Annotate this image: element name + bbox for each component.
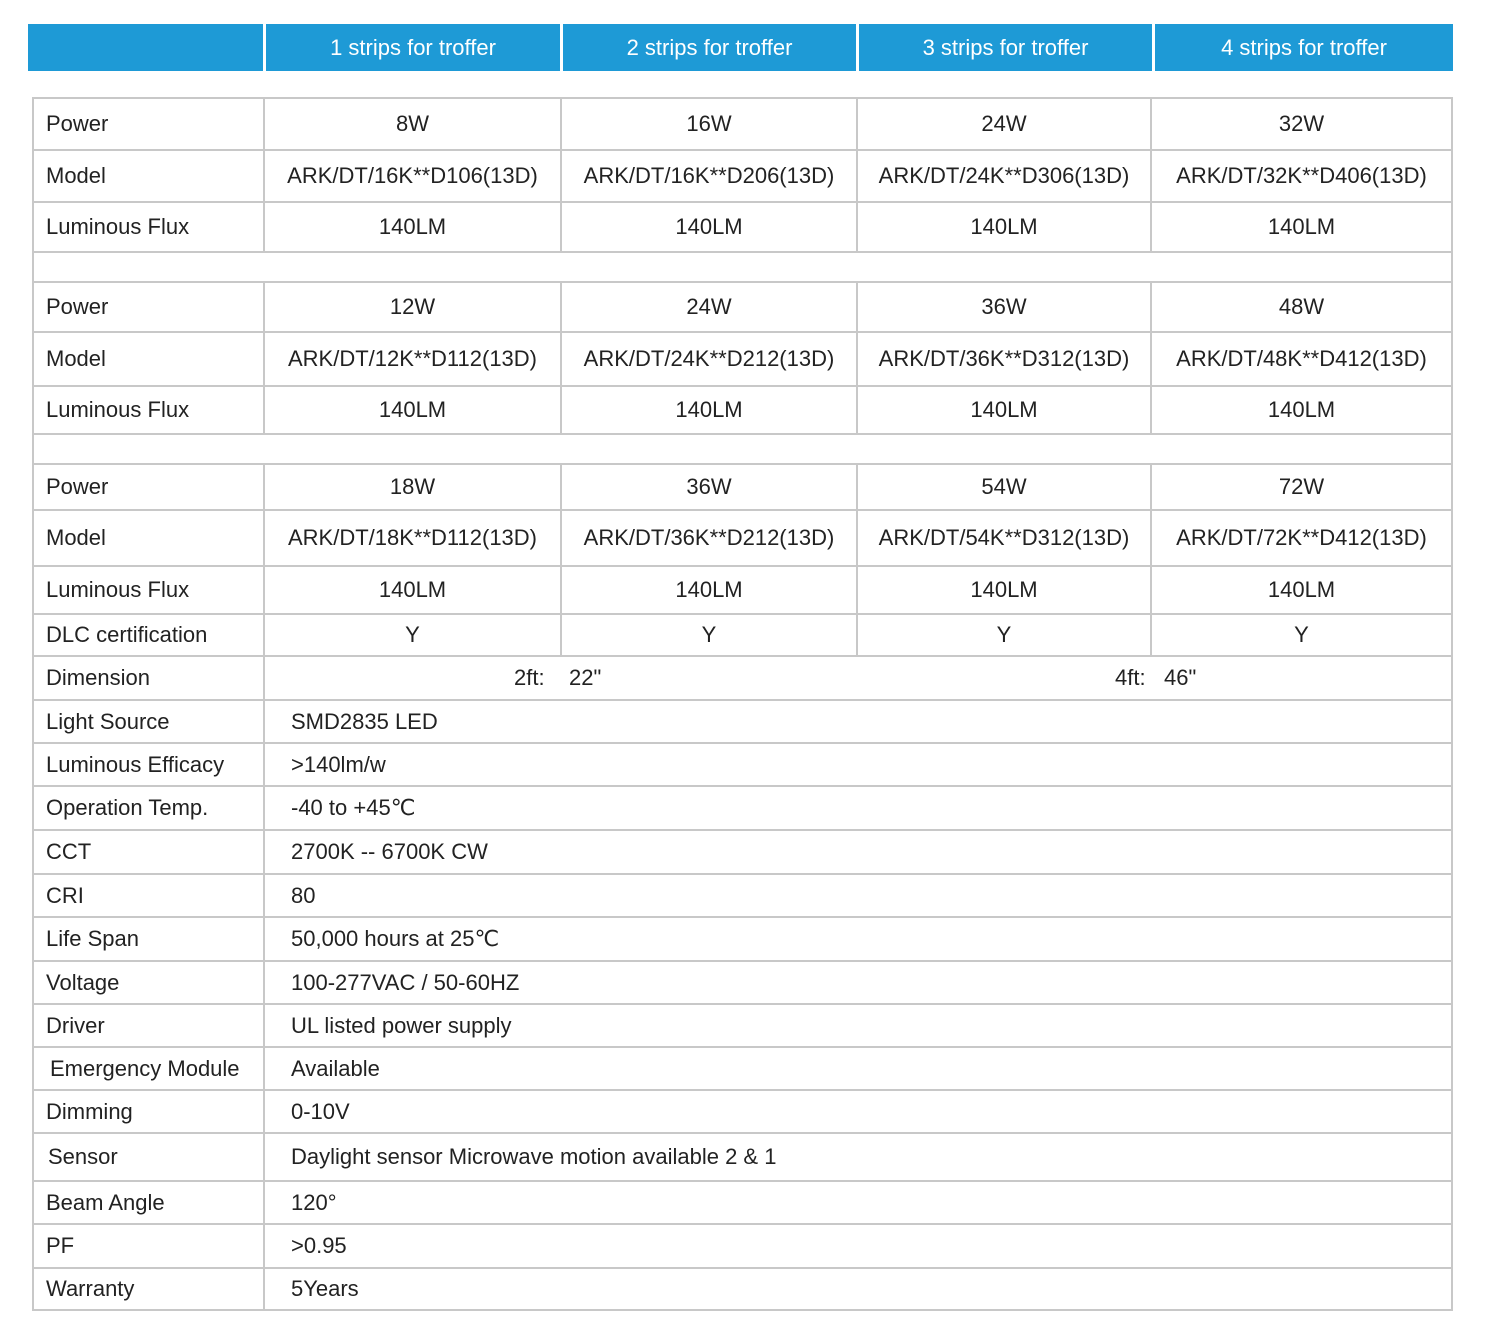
table-row xyxy=(33,282,1452,332)
model-cell: ARK/DT/18K**D112(13D) xyxy=(264,510,561,566)
spec-label: PF xyxy=(33,1224,264,1268)
table-row xyxy=(33,614,1452,656)
row-label-flux: Luminous Flux xyxy=(33,386,264,434)
separator-cell xyxy=(33,252,1452,282)
spec-value: 50,000 hours at 25℃ xyxy=(264,917,1452,961)
spec-value: Daylight sensor Microwave motion available 2 & 1 xyxy=(264,1133,1452,1181)
model-cell: ARK/DT/48K**D412(13D) xyxy=(1151,332,1452,386)
table-row xyxy=(33,1047,1452,1090)
spec-label: Beam Angle xyxy=(33,1181,264,1224)
group-separator xyxy=(33,252,1452,282)
table-header xyxy=(28,24,1453,71)
header-2-strips: 2 strips for troffer xyxy=(560,24,856,71)
power-cell: 36W xyxy=(857,282,1151,332)
table-row xyxy=(33,961,1452,1004)
separator-cell xyxy=(33,434,1452,464)
power-cell: 24W xyxy=(857,98,1151,150)
spec-label: Driver xyxy=(33,1004,264,1047)
spec-table xyxy=(32,97,1453,1311)
power-cell: 12W xyxy=(264,282,561,332)
table-row xyxy=(33,700,1452,743)
spec-value: 5Years xyxy=(264,1268,1452,1310)
table-row xyxy=(33,1090,1452,1133)
row-label-model: Model xyxy=(33,150,264,202)
model-cell: ARK/DT/36K**D312(13D) xyxy=(857,332,1151,386)
model-cell: ARK/DT/16K**D206(13D) xyxy=(561,150,857,202)
flux-cell: 140LM xyxy=(561,202,857,252)
dimension-4ft-key: 4ft: xyxy=(1115,665,1146,690)
model-cell: ARK/DT/24K**D306(13D) xyxy=(857,150,1151,202)
dimension-4ft-value: 46" xyxy=(1164,665,1197,690)
spec-value: 80 xyxy=(264,874,1452,917)
power-cell: 54W xyxy=(857,464,1151,510)
spec-value: 120° xyxy=(264,1181,1452,1224)
spec-label: Emergency Module xyxy=(33,1047,264,1090)
table-row xyxy=(33,386,1452,434)
flux-cell: 140LM xyxy=(857,566,1151,614)
group-separator xyxy=(33,434,1452,464)
table-row xyxy=(33,98,1452,150)
table-row xyxy=(33,830,1452,874)
spec-value: 0-10V xyxy=(264,1090,1452,1133)
model-cell: ARK/DT/54K**D312(13D) xyxy=(857,510,1151,566)
table-row xyxy=(33,150,1452,202)
flux-cell: 140LM xyxy=(561,566,857,614)
header-empty-cell xyxy=(28,24,263,71)
header-3-strips: 3 strips for troffer xyxy=(856,24,1152,71)
header-1-strip: 1 strips for troffer xyxy=(263,24,560,71)
row-label-power: Power xyxy=(33,98,264,150)
spec-label: Light Source xyxy=(33,700,264,743)
table-row xyxy=(33,464,1452,510)
dlc-cell: Y xyxy=(264,614,561,656)
row-label-dlc: DLC certification xyxy=(33,614,264,656)
spec-value: Available xyxy=(264,1047,1452,1090)
row-label-power: Power xyxy=(33,464,264,510)
spec-label: Life Span xyxy=(33,917,264,961)
spec-label: Luminous Efficacy xyxy=(33,743,264,786)
row-label-dimension: Dimension xyxy=(33,656,264,700)
spec-label: CCT xyxy=(33,830,264,874)
table-row xyxy=(33,656,1452,700)
power-cell: 24W xyxy=(561,282,857,332)
spec-label: Voltage xyxy=(33,961,264,1004)
table-row xyxy=(33,1224,1452,1268)
model-cell: ARK/DT/16K**D106(13D) xyxy=(264,150,561,202)
spec-label: Operation Temp. xyxy=(33,786,264,830)
model-cell: ARK/DT/32K**D406(13D) xyxy=(1151,150,1452,202)
spec-value: -40 to +45℃ xyxy=(264,786,1452,830)
dlc-cell: Y xyxy=(857,614,1151,656)
table-row xyxy=(33,743,1452,786)
table-row xyxy=(33,510,1452,566)
flux-cell: 140LM xyxy=(857,386,1151,434)
row-label-model: Model xyxy=(33,510,264,566)
table-row xyxy=(33,566,1452,614)
power-cell: 72W xyxy=(1151,464,1452,510)
dimension-2ft-key: 2ft: xyxy=(514,665,545,690)
dlc-cell: Y xyxy=(1151,614,1452,656)
dlc-cell: Y xyxy=(561,614,857,656)
table-row xyxy=(33,202,1452,252)
model-cell: ARK/DT/36K**D212(13D) xyxy=(561,510,857,566)
table-row xyxy=(33,874,1452,917)
power-cell: 36W xyxy=(561,464,857,510)
flux-cell: 140LM xyxy=(561,386,857,434)
row-label-model: Model xyxy=(33,332,264,386)
spec-value: >0.95 xyxy=(264,1224,1452,1268)
spec-label: CRI xyxy=(33,874,264,917)
table-row xyxy=(33,1268,1452,1310)
table-row xyxy=(33,786,1452,830)
model-cell: ARK/DT/24K**D212(13D) xyxy=(561,332,857,386)
flux-cell: 140LM xyxy=(1151,386,1452,434)
model-cell: ARK/DT/72K**D412(13D) xyxy=(1151,510,1452,566)
power-cell: 18W xyxy=(264,464,561,510)
row-label-power: Power xyxy=(33,282,264,332)
power-cell: 48W xyxy=(1151,282,1452,332)
dimension-2ft-value: 22" xyxy=(569,665,602,690)
power-cell: 32W xyxy=(1151,98,1452,150)
flux-cell: 140LM xyxy=(1151,566,1452,614)
power-cell: 16W xyxy=(561,98,857,150)
row-label-flux: Luminous Flux xyxy=(33,202,264,252)
spec-value: SMD2835 LED xyxy=(264,700,1452,743)
flux-cell: 140LM xyxy=(264,386,561,434)
spec-label: Sensor xyxy=(33,1133,264,1181)
spec-value: UL listed power supply xyxy=(264,1004,1452,1047)
header-4-strips: 4 strips for troffer xyxy=(1152,24,1453,71)
flux-cell: 140LM xyxy=(264,202,561,252)
flux-cell: 140LM xyxy=(857,202,1151,252)
flux-cell: 140LM xyxy=(1151,202,1452,252)
table-row xyxy=(33,1004,1452,1047)
table-row xyxy=(33,1181,1452,1224)
spec-value: >140lm/w xyxy=(264,743,1452,786)
spec-value: 2700K -- 6700K CW xyxy=(264,830,1452,874)
table-row xyxy=(33,917,1452,961)
spec-label: Dimming xyxy=(33,1090,264,1133)
spec-label: Warranty xyxy=(33,1268,264,1310)
row-label-flux: Luminous Flux xyxy=(33,566,264,614)
table-row xyxy=(33,332,1452,386)
power-cell: 8W xyxy=(264,98,561,150)
dimension-cell xyxy=(264,656,1452,700)
spec-value: 100-277VAC / 50-60HZ xyxy=(264,961,1452,1004)
model-cell: ARK/DT/12K**D112(13D) xyxy=(264,332,561,386)
flux-cell: 140LM xyxy=(264,566,561,614)
table-row xyxy=(33,1133,1452,1181)
